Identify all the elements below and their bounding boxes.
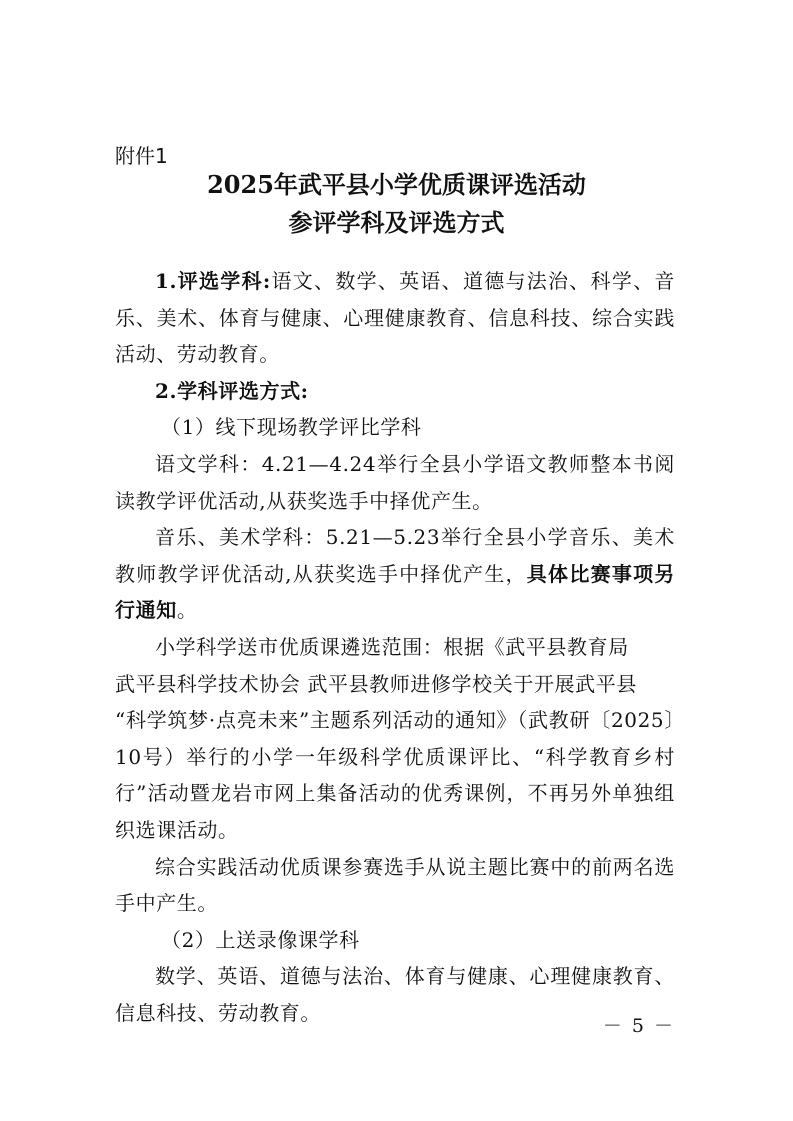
science-paragraph-line-2: 武平县科学技术协会 武平县教师进修学校关于开展武平县 [115,671,637,696]
section-2-paragraph [115,373,675,410]
music-art-paragraph [115,519,675,629]
section-1-text: 语文、数学、英语、道德与法治、科学、音乐、美术、体育与健康、心理健康教育、信息科技、综合实践活动、劳动教育。 [115,269,675,367]
subsection-1-heading: （1）线下现场教学评比学科 [161,415,422,440]
music-art-text: 音乐、美术学科：5.21—5.23举行全县小学音乐、美术教师教学评优活动,从获奖选手中择优产生， [115,525,675,586]
music-art-end: 。 [176,598,198,623]
document-title-line-1: 2025年武平县小学优质课评选活动 [207,170,586,199]
page-number: － 5 － [602,1015,675,1037]
subsection-2-heading: （2）上送录像课学科 [161,927,360,952]
practice-paragraph: 综合实践活动优质课参赛选手从说主题比赛中的前两名选手中产生。 [115,854,675,916]
music-art-bold-notice: 具体比赛事项另行通知 [115,561,676,623]
science-paragraph-line-1: 小学科学送市优质课遴选范围：根据《武平县教育局 [155,634,629,659]
document-title-line-2: 参评学科及评选方式 [288,208,505,237]
science-paragraph-rest: “科学筑梦·点亮未来”主题系列活动的通知》（武教研〔2025〕10号）举行的小学一年级科学优质课评比、“科学教育乡村行”活动暨龙岩市网上集备活动的优秀课例，不再另外单独组织选课活动。 [115,708,675,842]
video-subjects-paragraph: 数学、英语、道德与法治、体育与健康、心理健康教育、信息科技、劳动教育。 [115,964,675,1025]
document-body [115,263,675,1031]
attachment-label: 附件1 [115,144,168,168]
section-2-heading: 2.学科评选方式: [155,378,309,403]
section-1-paragraph [115,263,675,373]
chinese-subject-paragraph: 语文学科：4.21—4.24举行全县小学语文教师整本书阅读教学评优活动,从获奖选手中择优产生。 [115,451,675,513]
section-1-heading: 1.评选学科: [155,269,271,293]
